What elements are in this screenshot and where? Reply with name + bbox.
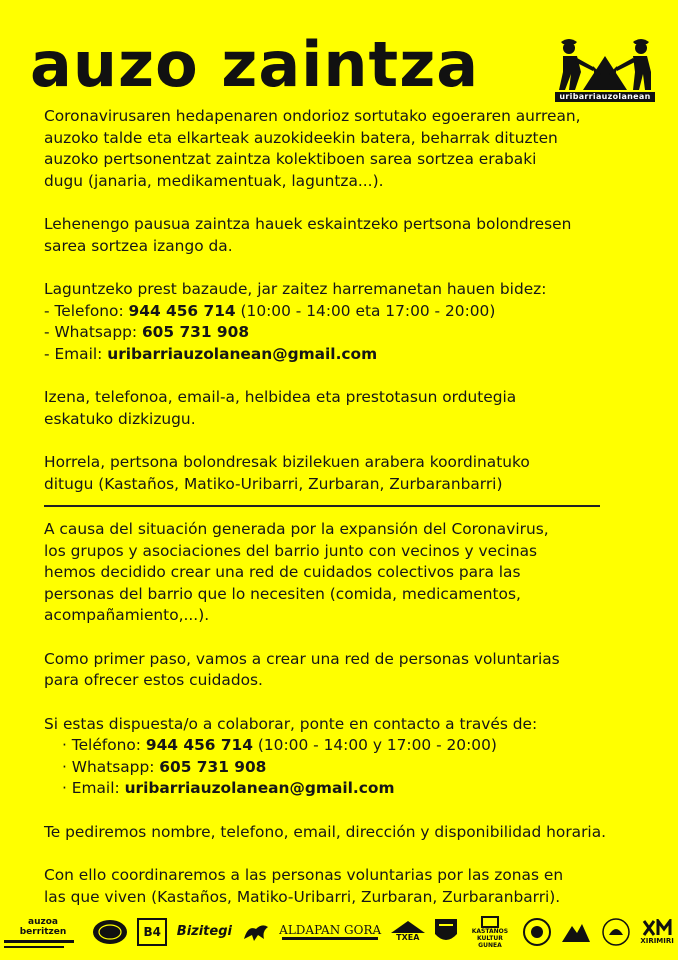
sponsor-label: Bizitegi (176, 924, 232, 939)
roof-icon (391, 921, 425, 933)
contact-email (44, 778, 650, 800)
b4-logo (137, 918, 167, 946)
bizitegi-logo (176, 924, 232, 939)
text-line: eskatuko dizkizugu. (44, 409, 196, 428)
email-label: · Email: (62, 779, 125, 797)
contact-intro: Laguntzeko prest bazaude, jar zaitez harremanetan hauen bidez: (44, 280, 547, 298)
phone-number[interactable]: 944 456 714 (128, 301, 236, 320)
whatsapp-label: - Whatsapp: (44, 323, 142, 341)
xirimiri-icon (642, 919, 672, 937)
euskara-section (44, 106, 650, 517)
contact-whatsapp (44, 322, 650, 344)
castellano-paragraph-1 (44, 519, 650, 627)
logo-caption: uribarriauzolanean (555, 92, 655, 102)
text-line: hemos decidido crear una red de cuidados colectivos para las (44, 563, 521, 581)
text-line: Con ello coordinaremos a las personas voluntarias por las zonas en (44, 866, 564, 884)
sponsor-logos (4, 910, 674, 954)
text-line: Lehenengo pausua zaintza hauek eskaintzeko pertsona bolondresen (44, 215, 572, 233)
phone-hours: (10:00 - 14:00 eta 17:00 - 20:00) (235, 301, 496, 320)
contact-email (44, 344, 650, 366)
workers-shovel-icon (555, 34, 655, 92)
text-line: Horrela, pertsona bolondresak bizilekuen arabera koordinatuko (44, 453, 530, 471)
text-line: sarea sortzea izango da. (44, 236, 233, 255)
text-line: personas del barrio que lo necesiten (comida, medicamentos, (44, 584, 521, 603)
castellano-paragraph-5 (44, 865, 650, 908)
text-line: Izena, telefonoa, email-a, helbidea eta prestotasun ordutegia (44, 388, 517, 406)
euskara-contact (44, 279, 650, 365)
mountain-icon (561, 920, 591, 944)
text-line: los grupos y asociaciones del barrio junto con vecinos y vecinas (44, 541, 538, 560)
text-line: las que viven (Kastaños, Matiko-Uribarri, Zurbaran, Zurbaranbarri). (44, 887, 561, 906)
euskara-paragraph-5 (44, 452, 650, 495)
aldapan-gora-logo (279, 922, 382, 940)
castellano-paragraph-4 (44, 822, 650, 844)
text-line: Como primer paso, vamos a crear una red de personas voluntarias (44, 649, 560, 668)
auzoa-berritzen-logo (4, 917, 82, 948)
mountain-logo (561, 920, 591, 944)
whatsapp-number[interactable]: 605 731 908 (159, 757, 267, 776)
uribarri-auzolanean-logo (555, 34, 655, 102)
kastanos-logo (468, 916, 512, 949)
sponsor-label: B4 (143, 925, 161, 939)
whatsapp-label: · Whatsapp: (62, 757, 160, 776)
sponsor-label: XIRIMIRI (640, 937, 674, 945)
screen-icon (481, 916, 499, 928)
phone-label: - Telefono: (44, 301, 129, 320)
page-title: auzo zaintza (30, 28, 480, 101)
text-line: A causa del situación generada por la expansión del Coronavirus, (44, 520, 549, 538)
text-line: auzoko talde eta elkarteak auzokideekin batera, beharrak dituzten (44, 128, 558, 147)
xirimiri-logo (640, 919, 674, 945)
castellano-section (44, 519, 650, 930)
text-line: auzoko pertsonentzat zaintza kolektiboen sarea sortzea erabaki (44, 150, 537, 168)
shield-logo (434, 918, 458, 946)
euskara-paragraph-4 (44, 387, 650, 430)
sponsor-label: ALDAPAN GORA (279, 922, 382, 937)
email-link[interactable]: uribarriauzolanean@gmail.com (107, 344, 378, 363)
castellano-paragraph-2 (44, 649, 650, 692)
txea-logo (391, 921, 425, 943)
sponsor-label: auzoa berritzen (19, 916, 67, 937)
contact-phone (44, 301, 650, 323)
text-line: acompañamiento,...). (44, 606, 210, 624)
contact-whatsapp (44, 757, 650, 779)
castellano-contact (44, 714, 650, 800)
emblem-icon (601, 917, 631, 947)
euskara-paragraph-2 (44, 214, 650, 257)
sponsor-label: KASTAÑOS KULTUR GUNEA (471, 927, 509, 949)
text-line: Te pediremos nombre, telefono, email, dirección y disponibilidad horaria. (44, 822, 607, 841)
email-label: - Email: (44, 344, 108, 363)
phone-number[interactable]: 944 456 714 (145, 736, 253, 754)
shield-icon (434, 918, 458, 946)
text-line: para ofrecer estos cuidados. (44, 671, 263, 689)
round-seal-logo (522, 917, 552, 947)
dragon-logo (242, 921, 270, 943)
text-line: dugu (janaria, medikamentuak, laguntza...). (44, 171, 384, 190)
header (30, 28, 660, 102)
seal-icon (522, 917, 552, 947)
badge-icon (92, 919, 128, 945)
dragon-icon (242, 921, 270, 943)
euskara-paragraph-1 (44, 106, 650, 192)
sponsor-label: TXEA (396, 933, 420, 942)
circle-badge-logo (92, 919, 128, 945)
whatsapp-number[interactable]: 605 731 908 (141, 323, 250, 341)
emblem-logo (601, 917, 631, 947)
text-line: ditugu (Kastaños, Matiko-Uribarri, Zurbaran, Zurbaranbarri) (44, 474, 503, 493)
contact-phone (44, 735, 650, 757)
section-divider (44, 505, 600, 507)
text-line: Coronavirusaren hedapenaren ondorioz sortutako egoeraren aurrean, (44, 107, 581, 125)
phone-hours: (10:00 - 14:00 y 17:00 - 20:00) (252, 736, 497, 754)
contact-intro: Si estas dispuesta/o a colaborar, ponte en contacto a través de: (44, 714, 538, 733)
phone-label: · Teléfono: (62, 736, 146, 754)
email-link[interactable]: uribarriauzolanean@gmail.com (124, 779, 395, 797)
